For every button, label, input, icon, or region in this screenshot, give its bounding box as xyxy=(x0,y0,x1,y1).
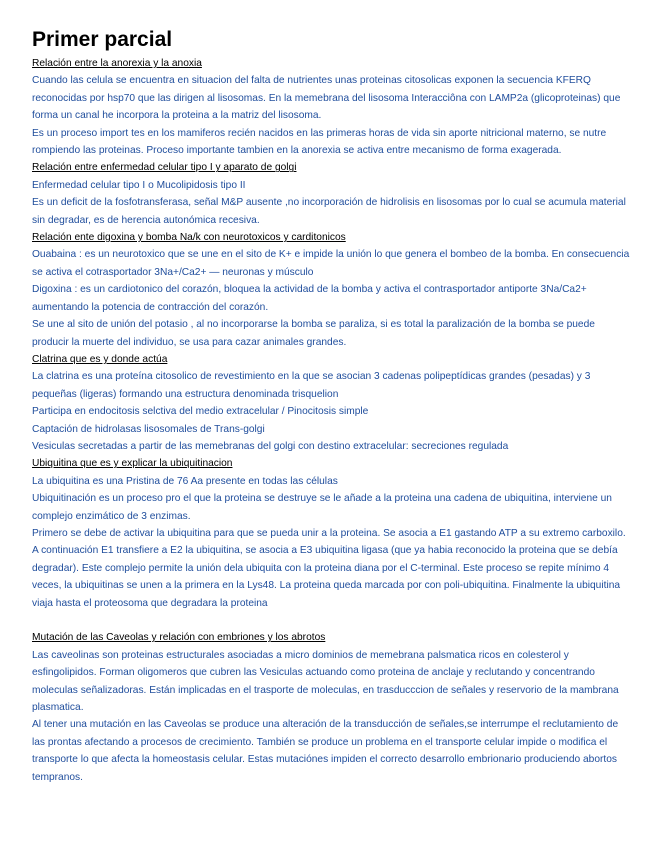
paragraph: La ubiquitina es una Pristina de 76 Aa presente en todas las células xyxy=(32,475,338,487)
paragraph: Se une al sito de unión del potasio , al no incorporarse la bomba se paraliza, si es total la paralización de la bomba se puede producir la muerte del individuo, se usa para cazar animales grandes. xyxy=(32,319,595,348)
section-heading-digoxina: Relación ente digoxina y bomba Na/k con neurotoxicos y carditonicos xyxy=(32,232,346,244)
document-page xyxy=(32,28,632,786)
section-heading-clatrina: Clatrina que es y donde actúa xyxy=(32,353,168,365)
paragraph: Captación de hidrolasas lisosomales de Trans-golgi xyxy=(32,423,265,435)
paragraph: Es un deficit de la fosfotransferasa, señal M&P ausente ,no incorporación de hidrolisis en lisosomas por lo cual se acumula material sin degradar, es de herencia autonómica recesiva. xyxy=(32,197,626,226)
paragraph: Ubiquitinación es un proceso pro el que la proteina se destruye se le añade a la proteina una cadena de ubiquitina, interviene un complejo enzimático de 3 enzimas. xyxy=(32,493,612,522)
paragraph: Al tener una mutación en las Caveolas se produce una alteración de la transducción de señales,se interrumpe el reclutamiento de las prontas afectando a procesos de crecimiento. También se produce un problema en el transporte celular impide o modifica el transporte lo que afecta la homeostasis celular. Estas mutaciónes impiden el correcto desarrollo embrionario produciendo abortos tempranos. xyxy=(32,719,619,783)
paragraph: Cuando las celula se encuentra en situacion del falta de nutrientes unas proteinas citosolicas exponen la secuencia KFERQ reconocidas por hsp70 que las dirigen al lisosomas. En la memebrana del lisosoma Interacciôna con LAMP2a (glicoproteinas) que forma un canal he incorpora la proteina a la matriz del lisosoma. xyxy=(32,75,621,122)
paragraph: La clatrina es una proteína citosolico de revestimiento en la que se asocian 3 cadenas polipeptídicas grandes (pesadas) y 3 pequeñas (ligeras) formando una estructura denominada trisquelion xyxy=(32,371,591,400)
section-heading-anorexia: Relación entre la anorexia y la anoxia xyxy=(32,58,202,69)
section-heading-golgi: Relación entre enfermedad celular tipo I y aparato de golgi xyxy=(32,162,297,174)
paragraph: Las caveolinas son proteinas estructurales asociadas a micro dominios de memebrana palsmatica ricos en colesterol y esfingolipidos. Forman oligomeros que cubren las Vesiculas actuando como proteina de anclaje y reclutando y concentrando moleculas señalizadoras. Están implicadas en el trasporte de moleculas, en trasducccion de señales y reservorio de la mambrana plasmatica. xyxy=(32,649,619,714)
section-heading-ubiquitina: Ubiquitina que es y explicar la ubiquitinacion xyxy=(32,458,233,470)
paragraph: Vesiculas secretadas a partir de las memebranas del golgi con destino extracelular: secreciones regulada xyxy=(32,440,509,452)
paragraph: Enfermedad celular tipo I o Mucolipidosis tipo II xyxy=(32,179,246,191)
paragraph: Ouabaina : es un neurotoxico que se une en el sito de K+ e impide la unión lo que genera el bombeo de la bomba. En consecuencia se activa el cotrasportador 3Na+/Ca2+ — neuronas y músculo xyxy=(32,249,630,278)
section-heading-caveolas: Mutación de las Caveolas y relación con embriones y los abrotos xyxy=(32,632,326,644)
paragraph: Digoxina : es un cardiotonico del corazón, bloquea la actividad de la bomba y activa el contrasportador antiporte 3Na/Ca2+ aumentando la potencia de contracción del corazón. xyxy=(32,284,587,313)
paragraph: Participa en endocitosis selctiva del medio extracelular / Pinocitosis simple xyxy=(32,406,369,418)
document-title: Primer parcial xyxy=(32,28,173,51)
paragraph: Es un proceso import tes en los mamiferos recién nacidos en las primeras horas de vida sin aporte nitricional materno, se nutre rompiendo las proteinas. Proceso importante tambien en la anorexia se activa entre mecanismo de forma exagerada. xyxy=(32,127,607,157)
paragraph: Primero se debe de activar la ubiquitina para que se pueda unir a la proteina. Se asocia a E1 gastando ATP a su extremo carboxilo. A continuación E1 transfiere a E2 la ubiquitina, se asocia a E3 ubiquitina ligasa (que ya habia reconocido la proteina que se debía degradar). Este complejo permite la unión dela ubiquita con la proteina diana por el C-terminal. Este proceso se repite mínimo 4 veces, la ubiquitinas se unen a la primera en la Lys48. La proteina queda marcada por con poli-ubiquitina. Finalmente la ubiquitina viaja hasta el proteosoma que degradara la proteina xyxy=(32,527,626,609)
spacer xyxy=(32,612,632,629)
